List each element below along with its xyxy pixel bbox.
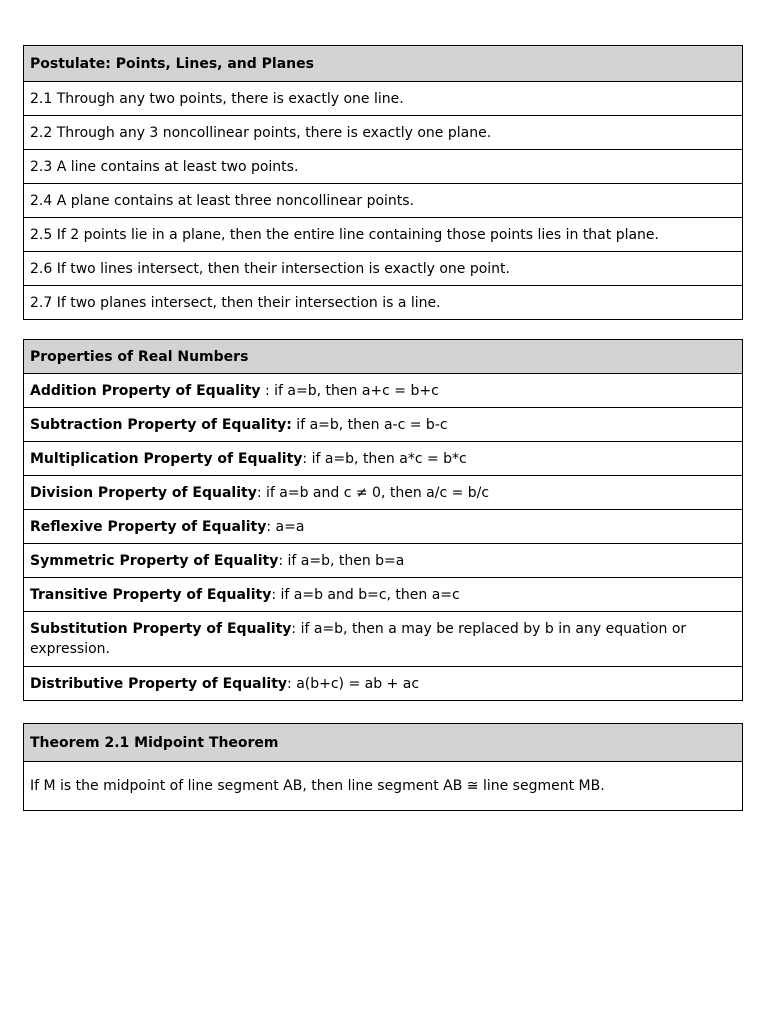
theorem-table — [23, 723, 743, 811]
properties-title: Properties of Real Numbers — [24, 340, 742, 373]
postulate-row: 2.6 If two lines intersect, then their intersection is exactly one point. — [24, 251, 742, 285]
property-row — [24, 407, 742, 441]
property-row — [24, 543, 742, 577]
property-text: : if a=b, then a may be replaced by b in any equation or expression. — [30, 621, 687, 657]
property-text: : if a=b, then a+c = b+c — [260, 382, 439, 399]
property-name: Transitive Property of Equality — [30, 586, 272, 603]
property-text: : if a=b and c ≠ 0, then a/c = b/c — [256, 484, 490, 501]
property-row — [24, 611, 742, 666]
property-text: : if a=b and b=c, then a=c — [271, 586, 460, 603]
postulate-row: 2.5 If 2 points lie in a plane, then the entire line containing those points lies in that plane. — [24, 217, 742, 251]
property-row — [24, 666, 742, 700]
property-name: Division Property of Equality — [30, 484, 257, 501]
property-row — [24, 441, 742, 475]
property-name: Substitution Property of Equality — [30, 621, 292, 637]
postulate-row: 2.2 Through any 3 noncollinear points, there is exactly one plane. — [24, 115, 742, 149]
property-text: if a=b, then a-c = b-c — [291, 416, 448, 433]
property-text: : if a=b, then b=a — [278, 552, 405, 569]
postulates-table — [23, 45, 743, 320]
postulate-row: 2.7 If two planes intersect, then their intersection is a line. — [24, 285, 742, 319]
postulates-title: Postulate: Points, Lines, and Planes — [24, 46, 742, 81]
property-text: : a(b+c) = ab + ac — [287, 675, 420, 692]
properties-table — [23, 339, 743, 701]
property-name: Reflexive Property of Equality — [30, 518, 267, 535]
property-name: Addition Property of Equality — [30, 382, 261, 399]
property-text: : a=a — [266, 518, 305, 535]
property-name: Distributive Property of Equality — [30, 675, 288, 692]
property-row — [24, 475, 742, 509]
property-text: : if a=b, then a*c = b*c — [302, 450, 467, 467]
property-name: Multiplication Property of Equality — [30, 450, 303, 467]
property-name: Subtraction Property of Equality: — [30, 416, 292, 433]
theorem-title: Theorem 2.1 Midpoint Theorem — [24, 724, 742, 761]
property-row — [24, 577, 742, 611]
property-row — [24, 373, 742, 407]
postulate-row: 2.1 Through any two points, there is exactly one line. — [24, 81, 742, 115]
postulate-row: 2.4 A plane contains at least three noncollinear points. — [24, 183, 742, 217]
property-name: Symmetric Property of Equality — [30, 552, 279, 569]
theorem-text: If M is the midpoint of line segment AB, then line segment AB ≅ line segment MB. — [24, 761, 742, 810]
postulate-row: 2.3 A line contains at least two points. — [24, 149, 742, 183]
property-row — [24, 509, 742, 543]
